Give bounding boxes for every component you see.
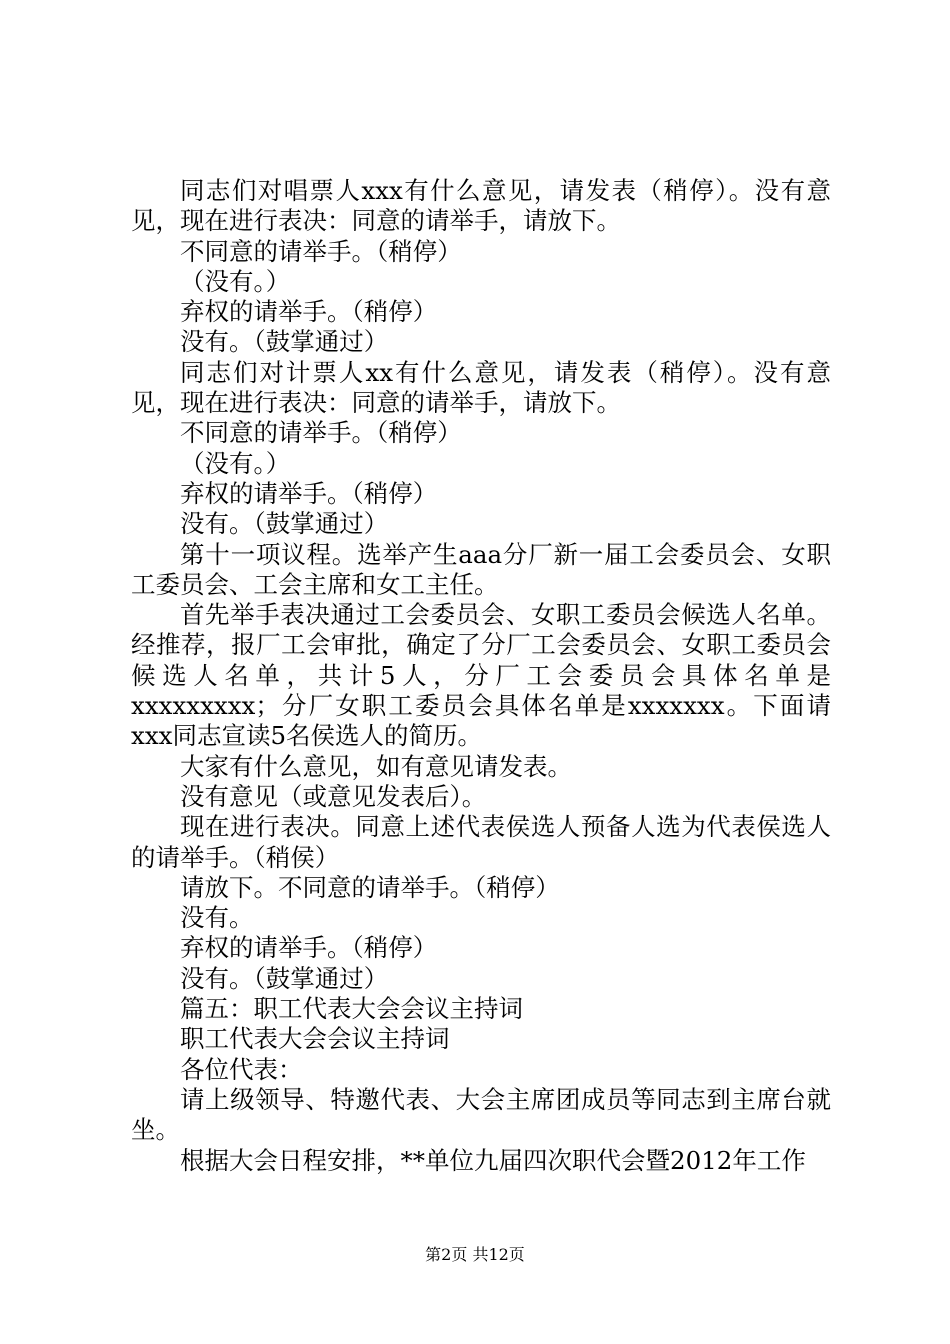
paragraph: 大家有什么意见，如有意见请发表。 [180,751,572,781]
paragraph: 不同意的请举手。（稍停） [180,418,462,448]
paragraph: 同志们对计票人xx有什么意见，请发表（稍停）。没有意见，现在进行表决：同意的请举手，请放下。 [131,357,831,418]
paragraph: 没有。（鼓掌通过） [180,509,389,539]
document-body [131,176,831,1176]
paragraph: 弃权的请举手。（稍停） [180,297,438,327]
paragraph: 根据大会日程安排，**单位九届四次职代会暨2012年工作 [180,1145,806,1175]
paragraph: 没有。（鼓掌通过） [180,963,389,993]
salutation: 各位代表： [180,1054,303,1084]
document-title: 职工代表大会会议主持词 [180,1024,450,1054]
paragraph: 没有。 [180,903,254,933]
section-heading: 篇五：职工代表大会会议主持词 [180,994,523,1024]
paragraph: 现在进行表决。同意上述代表侯选人预备人选为代表侯选人的请举手。（稍侯） [131,812,831,872]
paragraph: 第十一项议程。选举产生aaa分厂新一届工会委员会、女职工委员会、工会主席和女工主任。 [131,539,831,599]
paragraph: 同志们对唱票人xxx有什么意见，请发表（稍停）。没有意见，现在进行表决：同意的请举手，请放下。 [131,176,831,236]
paragraph: 没有意见（或意见发表后）。 [180,781,487,811]
paragraph: 弃权的请举手。（稍停） [180,933,438,963]
page-number-footer: 第2页 共12页 [425,1245,525,1264]
paragraph: 请放下。不同意的请举手。（稍停） [180,872,560,902]
paragraph: （没有。） [180,266,291,296]
paragraph: 不同意的请举手。（稍停） [180,236,462,266]
paragraph: 没有。（鼓掌通过） [180,327,389,357]
paragraph: 请上级领导、特邀代表、大会主席团成员等同志到主席台就坐。 [131,1084,831,1145]
paragraph: （没有。） [180,448,291,478]
paragraph: 首先举手表决通过工会委员会、女职工委员会候选人名单。经推荐，报厂工会审批，确定了分厂工会委员会、女职工委员会候选人名单，共计5人，分厂工会委员会具体名单是xxxxxxxxx；分厂女职工委员会具体名单是xxxxxxx。下面请xxx同志宣读5名侯选人的简历。 [131,600,831,751]
paragraph: 弃权的请举手。（稍停） [180,478,438,508]
